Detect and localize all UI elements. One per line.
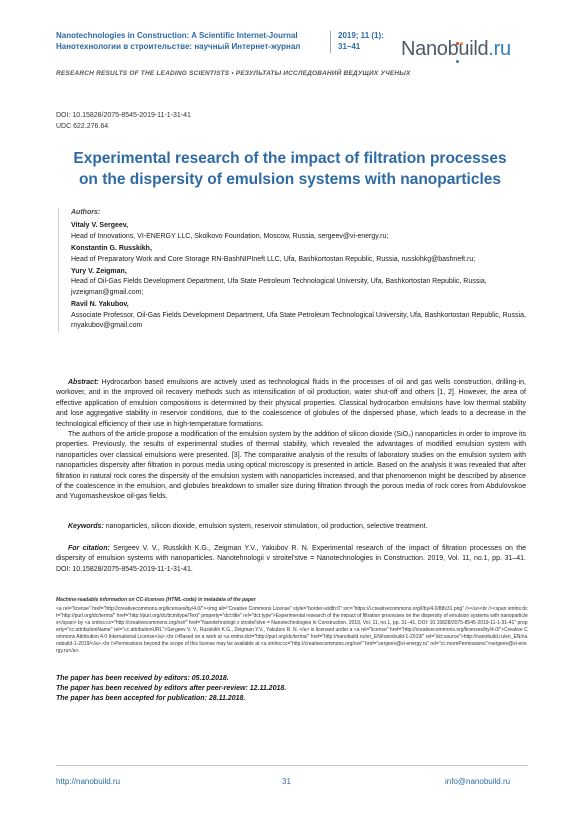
issue-pages: 31–41 (338, 42, 361, 51)
citation (56, 544, 526, 575)
identifiers (56, 110, 191, 132)
abstract-lead: Abstract: (68, 379, 99, 386)
doi: DOI: 10.15828/2075-8545-2019-11-1-31-41 (56, 112, 191, 119)
keywords-lead: Keywords: (68, 523, 104, 530)
author-name: Konstantin G. Russkikh, (71, 245, 152, 253)
logo-main: Nanobuild (401, 38, 489, 60)
author-item (71, 221, 551, 242)
abstract-text-1: Hydrocarbon based emulsions are actively used as technological fluids in the processes of oil and gas wells construction, drilling-in, workover, and in the improved oil recovery methods such as intensification of oil production, water shut-off and others [1, 2]. However, the area of effective application of emulsion compositions is determined by their physical properties. Classical hydrocarbon emulsions have low thermal stability and lose aggregative stability in reservoir conditions, due to the coalescence of globules of the dispersed phase, which leads to a decrease in the technological efficiency of their use in high-temperature formations. (56, 379, 526, 428)
journal-header (56, 30, 556, 70)
author-affiliation: Head of Innovations, VI-ENERGY LLC, Skolkovo Foundation, Moscow, Russia, sergeev@vi-energy.ru; (71, 232, 389, 240)
issue-year-volume: 2019; 11 (1): (338, 31, 384, 40)
author-item (71, 244, 551, 265)
nanobuild-logo[interactable] (401, 38, 511, 61)
cc-license-code: <a rel="license" href="http://creativecommons.org/licenses/by/4.0/"><img alt="Creative Commons License" style="border-width:0" src="https://i.creativecommons.org/l/by/4.0/88x31.png" /></a><br /><span xmlns:dct="http://purl.org/dc/terms/" href="http://purl.org/dc/dcmitype/Text" property="dct:title" rel="dct:type">Experimental research of the impact of filtration processes on the dispersity of emulsion systems with nanoparticles</span> by <a xmlns:cc="http://creativecommons.org/ns#" href="Nanotehnologii v stroitel'stve = Nanotechnologies in Construction. 2019, Vol. 11, no.1, pp. 31–41. DOI: 10.15828/2075-8545-2019-11-1-31-41" property="cc:attributionName" rel="cc:attributionURL">Sergeev V. V., Russkikh K.G., Zeigman Y.V., Yakubov R. N. </a> is licensed under a <a rel="license" href="http://creativecommons.org/licenses/by/4.0/">Creative Commons Attribution 4.0 International License</a>.<br />Based on a work at <a xmlns:dct="http://purl.org/dc/terms/" href="http://nanobuild.ru/en_EN/nanobuild-1-2019/" rel="dct:source">http://nanobuild.ru/en_EN/nanobuild-1-2019/</a>.<br />Permissions beyond the scope of this license may be available at <a xmlns:cc="http://creativecommons.org/ns#" href="sergeev@vi-energy.ru" rel="cc:morePermissions">sergeev@vi-energy.ru</a>. (56, 606, 528, 654)
udc: UDC 622.276.64 (56, 123, 109, 130)
author-name: Vitaly V. Sergeev, (71, 222, 129, 230)
date-accepted: The paper has been accepted for publication: 28.11.2018. (56, 695, 246, 702)
author-affiliation: Head of Preparatory Work and Core Storage RN-BashNIPIneft LLC, Ufa, Bashkortostan Republic, Russia, russkihkg@bashneft.ru; (71, 255, 476, 263)
footer-divider (56, 765, 528, 766)
author-name: Yury V. Zeigman, (71, 268, 127, 276)
footer-email-link[interactable]: info@nanobuild.ru (445, 777, 511, 786)
date-received: The paper has been received by editors: 05.10.2018. (56, 675, 229, 682)
journal-name-en: Nanotechnologies in Construction: A Scientific Internet-Journal (56, 31, 298, 40)
author-item (71, 300, 551, 331)
author-affiliation: Associate Professor, Oil-Gas Fields Development Department, Ufa State Petroleum Technological University, Ufa, Bashkortostan Republic, Russia, rnyakubov@gmail.com (71, 311, 526, 330)
header-divider (330, 31, 331, 53)
title-line-2: on the dispersity of emulsion systems with nanoparticles (78, 171, 502, 188)
issue-info (338, 30, 384, 52)
abstract-paragraph-2: The authors of the article propose a modification of the emulsion system by the addition of silicon dioxide (SiO₂) nanoparticles in order to improve its properties. Previously, the results of experimental studies of thermal stability, which revealed the advantages of modified emulsion system with nanoparticles over classical emulsions were presented. [3]. The comparative analysis of the results of laboratory studies on the emulsion system with nanoparticles dispersity after filtration in porous media using optical microscopy is presented in article. Based on the analysis it was revealed that after filtration in natural rock cores the dispersity of the emulsion system with nanoparticles increased, and that phenomenon might be described by absence of the coalescence in the emulsion, and globules breakdown to smaller size during filtration through the porous media of rock cores from Abdulovskoe and Yugomashevskoe oil-gas fields. (56, 431, 526, 501)
citation-lead: For citation: (68, 545, 110, 552)
publication-dates (56, 674, 286, 704)
abstract (56, 378, 526, 503)
logo-dots-icon (456, 32, 466, 37)
author-affiliation: Head of Oil-Gas Fields Development Department, Ufa State Petroleum Technological University, Ufa, Bashkortostan Republic, Russia, jvzeigman@gmail.com; (71, 278, 487, 296)
authors-block (58, 208, 551, 333)
footer-url-link[interactable]: http://nanobuild.ru (56, 777, 121, 786)
cc-license-label: Machine-readable information on CC-licenses (HTML-code) in metadata of the paper (56, 597, 256, 603)
rubric: RESEARCH RESULTS OF THE LEADING SCIENTISTS • РЕЗУЛЬТАТЫ ИССЛЕДОВАНИЙ ВЕДУЩИХ УЧЕНЫХ (56, 70, 411, 77)
authors-label: Authors: (71, 209, 101, 216)
title-line-1: Experimental research of the impact of filtration processes (73, 150, 507, 167)
author-name: Ravil N. Yakubov, (71, 301, 129, 309)
author-item (71, 267, 551, 298)
journal-name (56, 30, 326, 52)
abstract-paragraph-1 (56, 378, 526, 430)
date-peer-review: The paper has been received by editors after peer-review: 12.11.2018. (56, 685, 287, 692)
keywords-text: nanoparticles, silicon dioxide, emulsion system, reservoir stimulation, oil production, selective treatment. (105, 523, 428, 530)
page-number: 31 (282, 777, 291, 786)
citation-text: Sergeev V. V., Russkikh K.G., Zeigman Y.V., Yakubov R. N. Experimental research of the impact of filtration processes on the dispersity of emulsion systems with nanoparticles. Nanotehnologii v stroitel'stve = Nanotechnologies in Construction. 2019, Vol. 11, no.1, pp. 31–41. DOI: 10.15828/2075-8545-2019-11-1-31-41. (56, 545, 526, 573)
logo-suffix: .ru (488, 38, 511, 60)
keywords (56, 522, 526, 532)
paper-title (40, 148, 540, 190)
journal-name-ru: Нанотехнологии в строительстве: научный Интернет-журнал (56, 42, 301, 51)
